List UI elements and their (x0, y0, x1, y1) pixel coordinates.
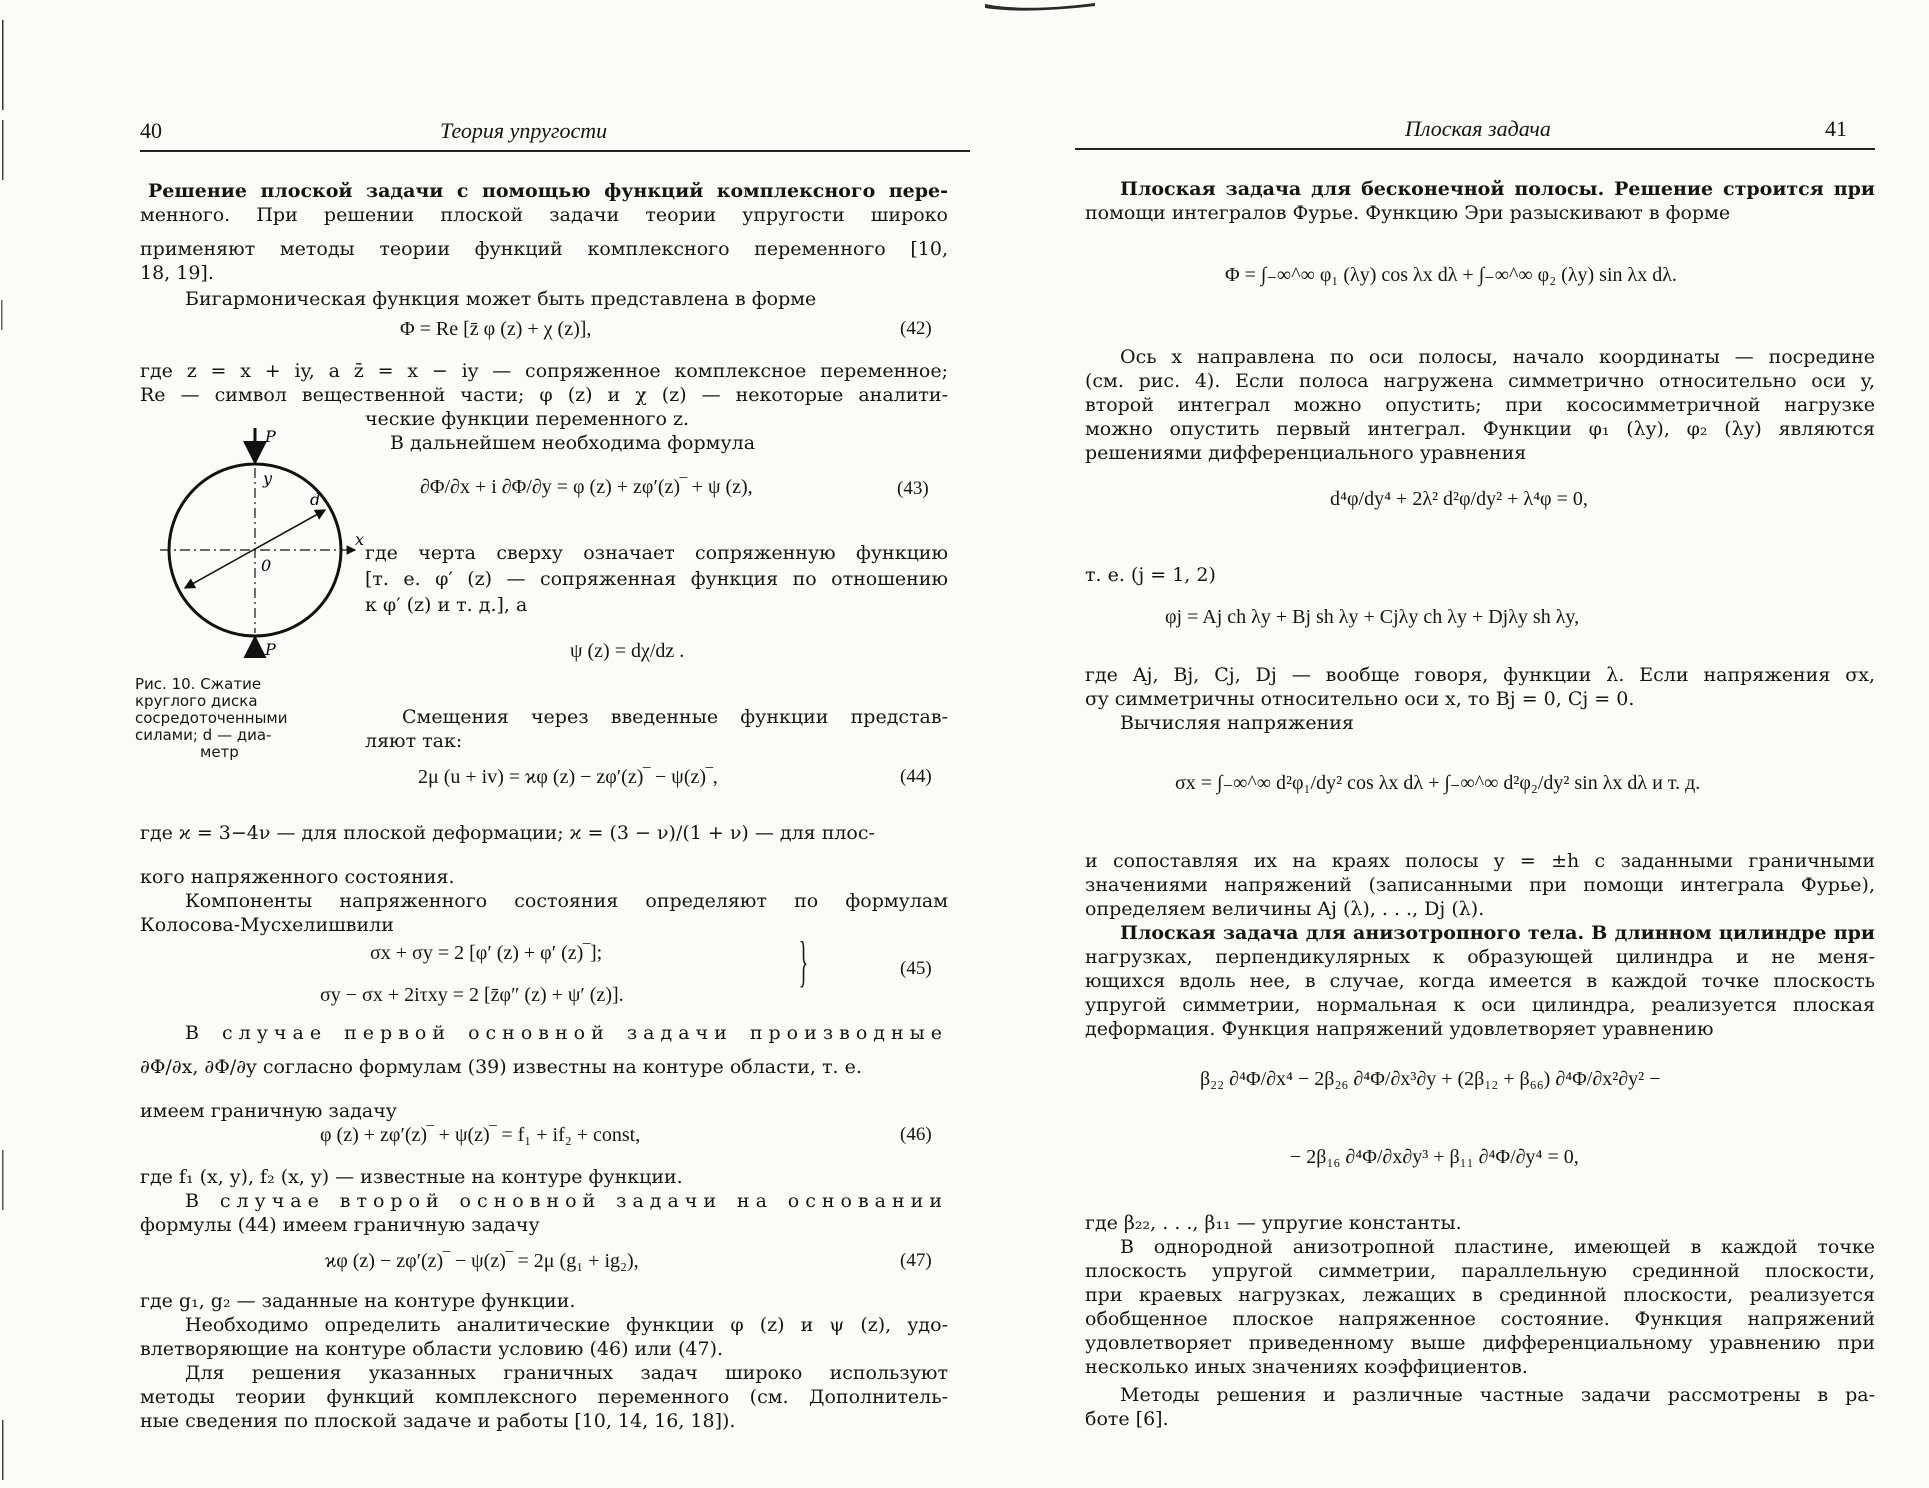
text-line: Необходимо определить аналитические функции φ (z) и ψ (z), удо- (185, 1314, 948, 1336)
text-line: деформация. Функция напряжений удовлетворяет уравнению (1085, 1018, 1714, 1040)
figure-caption-line: Рис. 10. Сжатие (135, 675, 262, 693)
label-y: y (263, 469, 273, 488)
equation-anisotropic-1: β₂₂ ∂⁴Φ/∂x⁴ − 2β₂₆ ∂⁴Φ/∂x³∂y + (2β₁₂ + β₆₆) ∂⁴Φ/∂x²∂y² − (1200, 1068, 1661, 1090)
equation-45a: σx + σy = 2 [φ′ (z) + φ′ (z)‾]; (370, 942, 603, 964)
text-line: определяем величины Aj (λ), . . ., Dj (λ). (1085, 898, 1485, 920)
text-line: ляют так: (365, 730, 463, 752)
label-p-top: P (265, 428, 276, 446)
text-line: где черта сверху означает сопряженную функцию (365, 542, 948, 564)
equation-number: (42) (900, 318, 932, 339)
text-line: ∂Φ/∂x, ∂Φ/∂y согласно формулам (39) известны на контуре области, т. е. (140, 1056, 862, 1078)
text-line: ющихся вдоль нее, в случае, когда имеется в каждой точке плоскость (1085, 970, 1875, 992)
text-line: значениями напряжений (записанными при помощи интеграла Фурье), (1085, 874, 1875, 896)
scan-margin-marks (0, 0, 8, 1488)
text-line: 18, 19]. (140, 262, 214, 284)
text-line: Вычисляя напряжения (1120, 712, 1354, 734)
label-origin: 0 (261, 556, 272, 575)
text-line: обобщенное плоское напряженное состояние. Функция напряжений (1085, 1308, 1875, 1330)
text-line: где ϰ = 3−4ν — для плоской деформации; ϰ = (3 − ν)/(1 + ν) — для плос- (140, 822, 875, 844)
text-line: Плоская задача для анизотропного тела. В длинном цилиндре при (1120, 922, 1875, 944)
text-line: боте [6]. (1085, 1408, 1169, 1430)
text-line: (см. рис. 4). Если полоса нагружена симметрично относительно оси y, (1085, 370, 1875, 392)
text-line: несколько иных значениях коэффициентов. (1085, 1356, 1528, 1378)
text-line: где z = x + iy, а z̄ = x − iy — сопряженное комплексное переменное; (140, 360, 948, 382)
label-d: d (310, 490, 321, 509)
text-line: влетворяющие на контуре области условию (46) или (47). (140, 1338, 724, 1360)
text-line: где β₂₂, . . ., β₁₁ — упругие константы. (1085, 1212, 1462, 1234)
text-line: применяют методы теории функций комплексного переменного [10, (140, 238, 948, 260)
text-line: Re — символ вещественной части; φ (z) и χ (z) — некоторые аналити- (140, 384, 948, 406)
text-line: кого напряженного состояния. (140, 866, 455, 888)
text-line: нагрузках, перпендикулярных к образующей цилиндра и не меня- (1085, 946, 1875, 968)
text-line: ческие функции переменного z. (365, 408, 690, 430)
text-line: [т. е. φ′ (z) — сопряженная функция по отношению (365, 568, 948, 590)
text-line: можно опустить первый интеграл. Функции φ₁ (λy), φ₂ (λy) являются (1085, 418, 1875, 440)
label-x: x (355, 530, 365, 549)
text-line: В случае второй основной задачи на основании (185, 1190, 948, 1212)
equation-42: Φ = Re [z̄ φ (z) + χ (z)], (400, 318, 592, 340)
equation-brace: } (798, 931, 809, 993)
equation-number: (46) (900, 1124, 932, 1145)
text-line: Смещения через введенные функции представ- (402, 706, 948, 728)
running-head (1085, 116, 1875, 148)
text-line: решениями дифференциального уравнения (1085, 442, 1527, 464)
scan-smudge (985, 0, 1095, 14)
text-line: упругой симметрии, нормальная к оси цилиндра, реализуется плоская (1085, 994, 1875, 1016)
equation-anisotropic-2: − 2β₁₆ ∂⁴Φ/∂x∂y³ + β₁₁ ∂⁴Φ/∂y⁴ = 0, (1290, 1146, 1579, 1168)
equation-number: (47) (900, 1250, 932, 1271)
text-line: формулы (44) имеем граничную задачу (140, 1214, 540, 1236)
left-page (135, 0, 950, 1488)
equation-45b: σy − σx + 2iτxy = 2 [z̄φ″ (z) + ψ′ (z)]. (320, 984, 624, 1006)
text-line: к φ′ (z) и т. д.], а (365, 594, 528, 616)
text-line: имеем граничную задачу (140, 1100, 397, 1122)
text-line: ные сведения по плоской задаче и работы [10, 14, 16, 18]). (140, 1410, 736, 1432)
figure-caption-line: метр (200, 743, 239, 761)
figure-caption-line: силами; d — диа- (135, 726, 272, 744)
equation-number: (43) (897, 478, 929, 499)
text-line: Бигармоническая функция может быть представлена в форме (185, 288, 817, 310)
text-line: σy симметричны относительно оси x, то Bj = 0, Cj = 0. (1085, 688, 1635, 710)
text-line: плоскость упругой симметрии, параллельную срединной плоскости, (1085, 1260, 1875, 1282)
text-line: помощи интегралов Фурье. Функцию Эри разыскивают в форме (1085, 202, 1731, 224)
running-head (140, 118, 950, 150)
right-page (1085, 0, 1875, 1488)
equation-psi: ψ (z) = dχ/dz . (570, 640, 685, 662)
text-line: второй интеграл можно опустить; при кососимметричной нагрузке (1085, 394, 1875, 416)
equation-differential: d⁴φ/dy⁴ + 2λ² d²φ/dy² + λ⁴φ = 0, (1330, 488, 1588, 510)
header-rule (1075, 148, 1875, 150)
equation-47: ϰφ (z) − zφ′(z)‾ − ψ(z)‾ = 2μ (g₁ + ig₂), (325, 1250, 639, 1272)
text-line: где g₁, g₂ — заданные на контуре функции. (140, 1290, 576, 1312)
text-line: В однородной анизотропной пластине, имеющей в каждой точке (1120, 1236, 1875, 1258)
text-line: Методы решения и различные частные задачи рассмотрены в ра- (1120, 1384, 1875, 1406)
equation-43: ∂Φ/∂x + i ∂Φ/∂y = φ (z) + zφ′(z)‾ + ψ (z), (420, 476, 753, 498)
text-line: Компоненты напряженного состояния определяют по формулам (185, 890, 948, 912)
text-line: Плоская задача для бесконечной полосы. Решение строится при (1120, 178, 1875, 200)
equation-44: 2μ (u + iv) = ϰφ (z) − zφ′(z)‾ − ψ(z)‾, (418, 766, 718, 788)
equation-sigma-x: σx = ∫₋∞^∞ d²φ₁/dy² cos λx dλ + ∫₋∞^∞ d²φ₂/dy² sin λx dλ и т. д. (1175, 772, 1701, 794)
running-head-title: Плоская задача (1405, 116, 1551, 141)
text-line: Ось x направлена по оси полосы, начало координаты — посредине (1120, 346, 1875, 368)
equation-number: (45) (900, 958, 932, 979)
running-head-title: Теория упругости (440, 118, 608, 143)
text-line: т. е. (j = 1, 2) (1085, 564, 1216, 586)
text-line: В дальнейшем необходима формула (390, 432, 756, 454)
text-line: Решение плоской задачи с помощью функций комплексного пере- (148, 180, 948, 202)
text-line: и сопоставляя их на краях полосы y = ±h с заданными граничными (1085, 850, 1875, 872)
text-line: Колосова-Мусхелишвили (140, 914, 394, 936)
equation-46: φ (z) + zφ′(z)‾ + ψ(z)‾ = f₁ + if₂ + const, (320, 1124, 641, 1146)
equation-phi-j: φj = Aj ch λy + Bj sh λy + Cjλy ch λy + Djλy sh λy, (1165, 606, 1580, 628)
text-line: В случае первой основной задачи производные (185, 1022, 948, 1044)
equation-number: (44) (900, 766, 932, 787)
text-line: где Aj, Bj, Cj, Dj — вообще говоря, функции λ. Если напряжения σx, (1085, 664, 1875, 686)
figure-caption-line: круглого диска (135, 692, 258, 710)
page-number: 40 (140, 118, 162, 143)
text-line: методы теории функций комплексного переменного (см. Дополнитель- (140, 1386, 948, 1408)
equation-airy-function: Φ = ∫₋∞^∞ φ₁ (λy) cos λx dλ + ∫₋∞^∞ φ₂ (λy) sin λx dλ. (1225, 264, 1677, 286)
text-line: где f₁ (x, y), f₂ (x, y) — известные на контуре функции. (140, 1166, 683, 1188)
text-line: менного. При решении плоской задачи теории упругости широко (140, 204, 948, 226)
disk-compression-diagram (155, 428, 385, 658)
text-line: Для решения указанных граничных задач широко используют (185, 1362, 948, 1384)
text-line: при краевых нагрузках, лежащих в срединной плоскости, реализуется (1085, 1284, 1875, 1306)
page-number: 41 (1825, 116, 1847, 141)
label-p-bottom: P (265, 640, 276, 658)
text-line: удовлетворяет приведенному выше дифференциальному уравнению при (1085, 1332, 1875, 1354)
header-rule (140, 150, 970, 152)
figure-caption-line: сосредоточенными (135, 709, 288, 727)
